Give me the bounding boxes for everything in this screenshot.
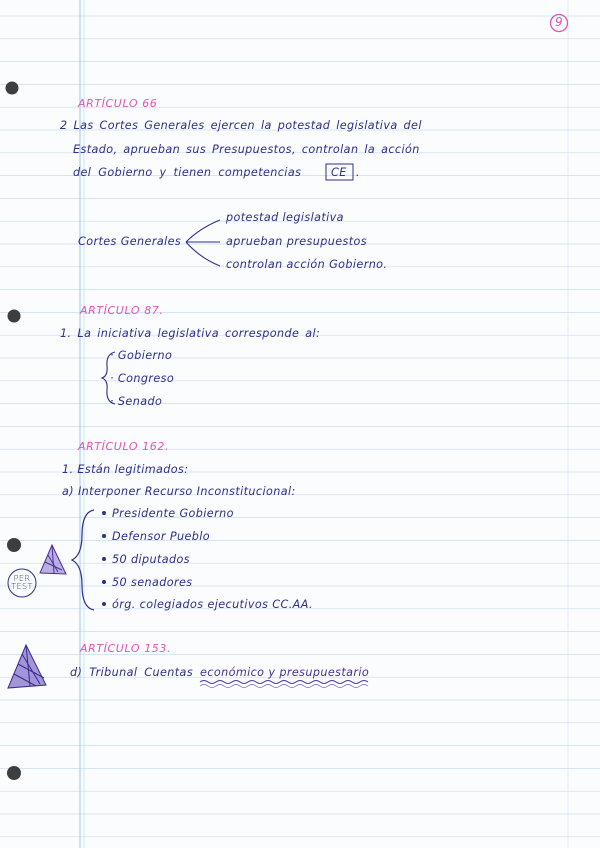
triangle-doodle <box>40 545 66 574</box>
diagram-branch-3: controlan acción Gobierno. <box>226 258 388 271</box>
article-87-line-1: 1. La iniciativa legislativa corresponde al: <box>60 327 321 340</box>
page-number: 9 <box>555 15 564 29</box>
brace <box>72 510 94 610</box>
bullets <box>102 511 106 606</box>
article-66-line-2: Estado, aprueban sus Presupuestos, controlan la acción <box>73 143 420 156</box>
article-87-heading: ARTÍCULO 87. <box>80 304 164 317</box>
article-162-line-1: 1. Están legitimados: <box>62 463 189 476</box>
list-item: · Senado <box>110 395 163 408</box>
binder-hole <box>7 766 21 780</box>
list-item: · Gobierno <box>110 349 173 362</box>
article-66-line-3: del Gobierno y tienen competencias <box>73 166 302 179</box>
list-item: Presidente Gobierno <box>112 507 234 520</box>
period: . <box>356 166 360 179</box>
binder-hole <box>8 310 21 323</box>
article-153-heading: ARTÍCULO 153. <box>80 642 172 655</box>
article-162-line-2: a) Interponer Recurso Inconstitucional: <box>62 485 296 498</box>
per-test-annotation: PER TEST <box>11 574 33 591</box>
list-item: 50 diputados <box>112 553 191 566</box>
ce-label: CE <box>331 166 347 179</box>
list-item: · Congreso <box>110 372 175 385</box>
wavy-underline <box>200 681 368 684</box>
binder-hole <box>7 538 21 552</box>
diagram-branch-1: potestad legislativa <box>226 211 344 224</box>
list-item: Defensor Pueblo <box>112 530 211 543</box>
wavy-underline <box>200 685 368 688</box>
article-66-line-1: 2 Las Cortes Generales ejercen la potestad legislativa del <box>60 119 422 132</box>
article-153-line-1: d) Tribunal Cuentas <box>70 666 194 679</box>
article-66-heading: ARTÍCULO 66 <box>78 97 158 110</box>
list-item: órg. colegiados ejecutivos CC.AA. <box>112 598 313 611</box>
diagram-branch-2: aprueban presupuestos <box>226 235 368 248</box>
diagram-root: Cortes Generales <box>78 235 182 248</box>
tree-branches <box>186 220 220 266</box>
list-item: 50 senadores <box>112 576 193 589</box>
binder-hole <box>6 82 19 95</box>
ruled-lines <box>0 16 600 837</box>
underlined-phrase: económico y presupuestario <box>200 666 370 679</box>
article-162-heading: ARTÍCULO 162. <box>78 440 170 453</box>
large-triangle-doodle <box>8 645 46 688</box>
